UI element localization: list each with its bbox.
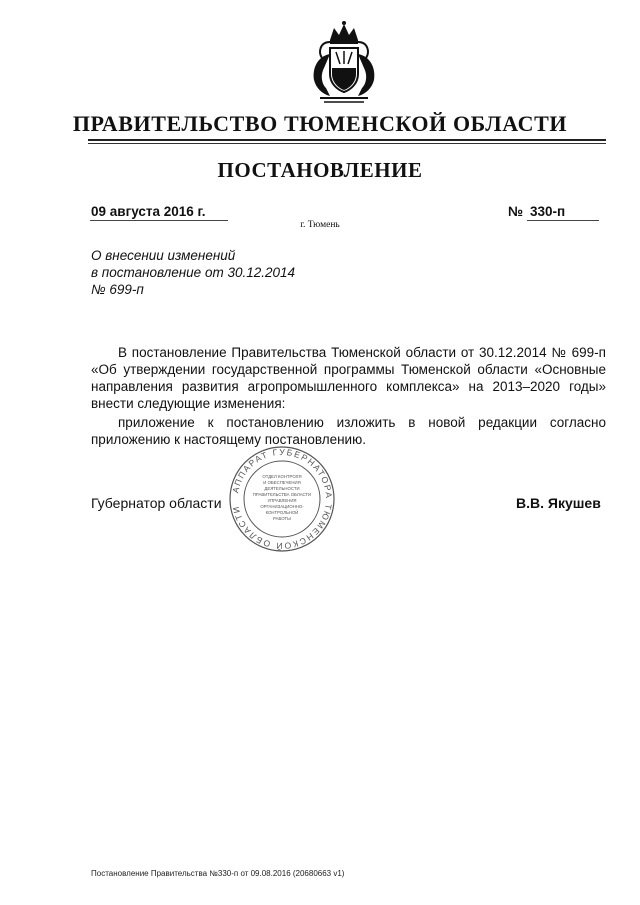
document-city: г. Тюмень (300, 220, 340, 230)
coat-of-arms-icon (300, 18, 388, 106)
document-type: ПОСТАНОВЛЕНИЕ (217, 158, 423, 182)
stamp-center-line: ДЕЯТЕЛЬНОСТИ (264, 486, 300, 491)
header-divider-thick (88, 139, 606, 141)
government-title: ПРАВИТЕЛЬСТВО ТЮМЕНСКОЙ ОБЛАСТИ (72, 111, 568, 136)
stamp-center-line: КОНТРОЛЬНОЙ (265, 510, 299, 515)
stamp-center-line: И ОБЕСПЕЧЕНИЯ (263, 480, 301, 485)
document-subject (91, 247, 295, 298)
signatory-name: В.В. Якушев (516, 495, 601, 511)
subject-line: О внесении изменений (91, 248, 236, 263)
body-paragraph (91, 414, 606, 448)
document-footer: Постановление Правительства №330-п от 09.08.2016 (20680663 v1) (91, 869, 345, 878)
body-paragraph (91, 344, 606, 412)
stamp-ring-text: АППАРАТ ГУБЕРНАТОРА ТЮМЕНСКОЙ ОБЛАСТИ (230, 446, 335, 552)
stamp-center-line: ОРГАНИЗАЦИОННО- (260, 504, 304, 509)
subject-line: в постановление от 30.12.2014 (91, 265, 296, 280)
document-number: 330-п (530, 204, 566, 219)
signatory-title: Губернатор области (91, 495, 222, 511)
document-date: 09 августа 2016 г. (91, 204, 206, 219)
header-divider-thin (88, 143, 606, 144)
subject-line: № 699-п (91, 282, 144, 297)
stamp-center-line: ПРАВИТЕЛЬСТВА ОБЛАСТИ (252, 492, 312, 497)
stamp-center-line: УПРАВЛЕНИЯ (267, 498, 297, 503)
body-paragraph-text: приложение к постановлению изложить в новой редакции согласно приложению к настоящему постановлению. (91, 415, 606, 447)
body-paragraph-text: В постановление Правительства Тюменской области от 30.12.2014 № 699-п «Об утверждении государственной программы Тюменской области «Основные направления развития агропромышленного комплекса» на 2013–2020 годы» внести следующие изменения: (91, 345, 606, 411)
official-stamp (227, 444, 337, 554)
stamp-center-line: РАБОТЫ (273, 516, 291, 521)
number-prefix: № (508, 204, 524, 219)
stamp-center-line: ОТДЕЛ КОНТРОЛЯ (262, 474, 302, 479)
